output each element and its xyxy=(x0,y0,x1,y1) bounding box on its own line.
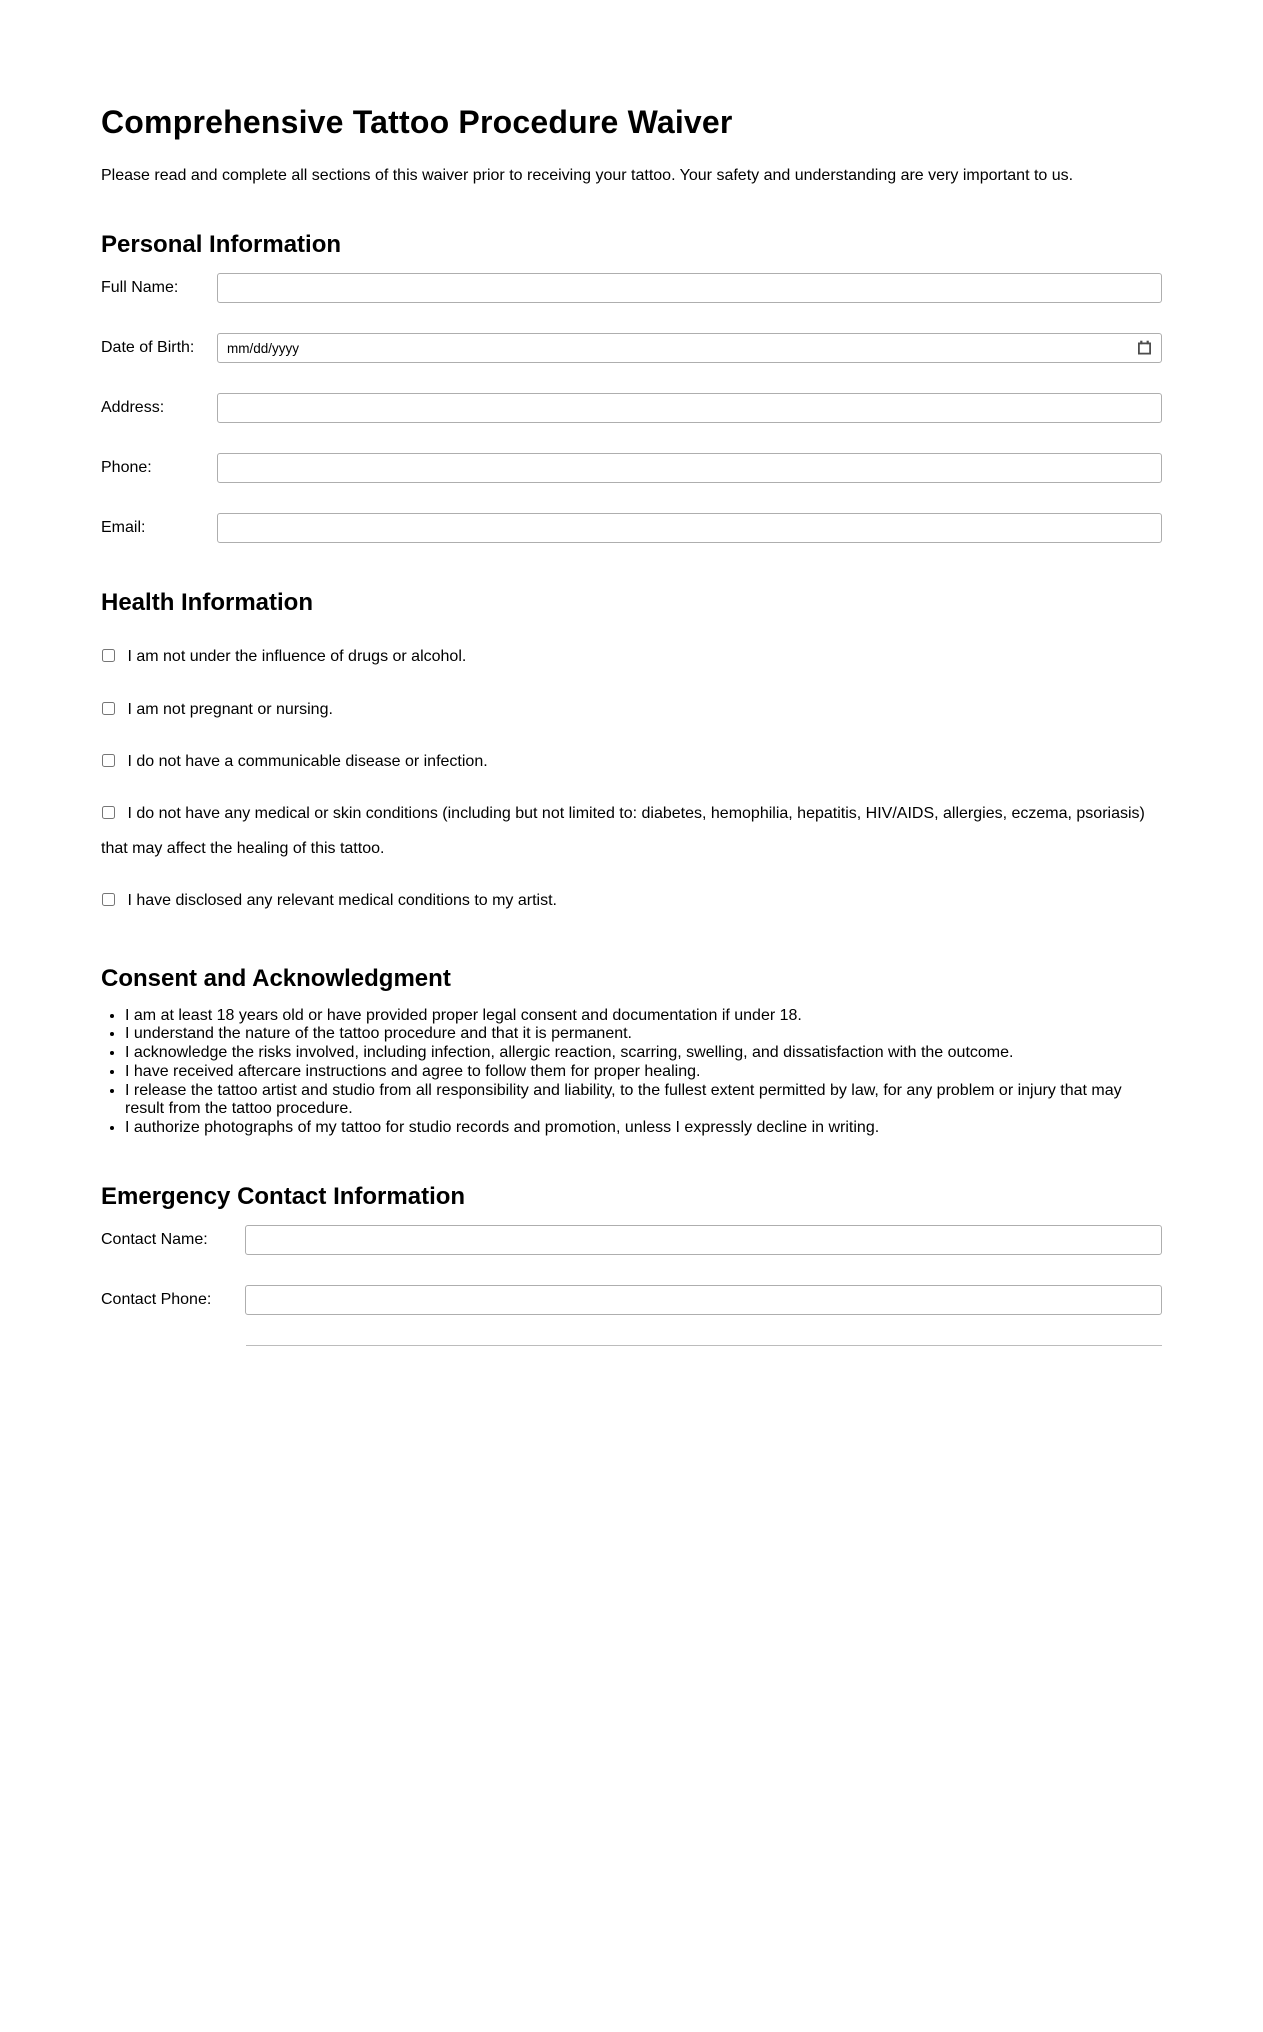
consent-item: • I acknowledge the risks involved, including infection, allergic reaction, scarring, swelling, and dissatisfaction with the outcome. xyxy=(125,1044,1162,1062)
contact-phone-label: Contact Phone: xyxy=(101,1290,212,1308)
full-name-input[interactable] xyxy=(217,273,1162,303)
health-checkbox-row xyxy=(101,744,1162,779)
health-checkbox-row xyxy=(101,883,1162,918)
section-heading-consent: Consent and Acknowledgment xyxy=(101,964,451,992)
phone-label: Phone: xyxy=(101,459,152,477)
health-checkbox-row xyxy=(101,639,1162,674)
section-heading-emergency: Emergency Contact Information xyxy=(101,1182,466,1210)
disclosed-conditions-checkbox[interactable] xyxy=(102,893,115,906)
medical-skin-conditions-checkbox[interactable] xyxy=(102,806,115,819)
checkbox-label: I have disclosed any relevant medical conditions to my artist. xyxy=(127,892,557,910)
health-checkbox-row xyxy=(101,692,1162,727)
full-name-row xyxy=(101,273,1162,303)
address-label: Address: xyxy=(101,399,165,417)
consent-item: • I have received aftercare instructions and agree to follow them for proper healing. xyxy=(125,1063,1162,1081)
pregnant-nursing-checkbox[interactable] xyxy=(102,702,115,715)
checkbox-label: I do not have any medical or skin conditions (including but not limited to: diabetes, hemophilia, hepatitis, HIV/AIDS, allergies, eczema, psoriasis) that may affect the healing of this tattoo. xyxy=(101,804,1145,858)
email-input[interactable] xyxy=(217,513,1162,543)
consent-item: • I authorize photographs of my tattoo for studio records and promotion, unless I expressly decline in writing. xyxy=(125,1119,1162,1137)
section-divider xyxy=(246,1345,1162,1346)
email-label: Email: xyxy=(101,519,146,537)
consent-item: • I understand the nature of the tattoo procedure and that it is permanent. xyxy=(125,1025,1162,1043)
consent-item: • I am at least 18 years old or have provided proper legal consent and documentation if under 18. xyxy=(125,1007,1162,1025)
drugs-alcohol-checkbox[interactable] xyxy=(102,649,115,662)
checkbox-label: I do not have a communicable disease or infection. xyxy=(127,752,488,770)
email-row xyxy=(101,513,1162,543)
address-input[interactable] xyxy=(217,393,1162,423)
page-title: Comprehensive Tattoo Procedure Waiver xyxy=(101,104,733,140)
contact-phone-row xyxy=(101,1285,1162,1315)
date-of-birth-input[interactable] xyxy=(217,333,1162,363)
contact-phone-input[interactable] xyxy=(245,1285,1162,1315)
date-of-birth-label: Date of Birth: xyxy=(101,339,195,357)
contact-name-row xyxy=(101,1225,1162,1255)
contact-name-input[interactable] xyxy=(245,1225,1162,1255)
section-heading-health: Health Information xyxy=(101,589,314,617)
intro-text: Please read and complete all sections of this waiver prior to receiving your tattoo. Your safety and understanding are very important to us. xyxy=(101,167,1074,184)
checkbox-label: I am not pregnant or nursing. xyxy=(127,700,333,718)
phone-row xyxy=(101,453,1162,483)
full-name-label: Full Name: xyxy=(101,279,179,297)
date-of-birth-row xyxy=(101,333,1162,363)
consent-list xyxy=(101,1007,1162,1137)
address-row xyxy=(101,393,1162,423)
tattoo-waiver-form xyxy=(101,104,1162,1346)
consent-item: • I release the tattoo artist and studio from all responsibility and liability, to the fullest extent permitted by law, for any problem or injury that may result from the tattoo procedure. xyxy=(125,1082,1162,1118)
contact-name-label: Contact Name: xyxy=(101,1230,208,1248)
health-checkbox-row xyxy=(101,796,1162,866)
communicable-disease-checkbox[interactable] xyxy=(102,754,115,767)
calendar-icon[interactable] xyxy=(1136,340,1153,357)
section-heading-personal: Personal Information xyxy=(101,231,342,259)
checkbox-label: I am not under the influence of drugs or alcohol. xyxy=(127,648,467,666)
phone-input[interactable] xyxy=(217,453,1162,483)
